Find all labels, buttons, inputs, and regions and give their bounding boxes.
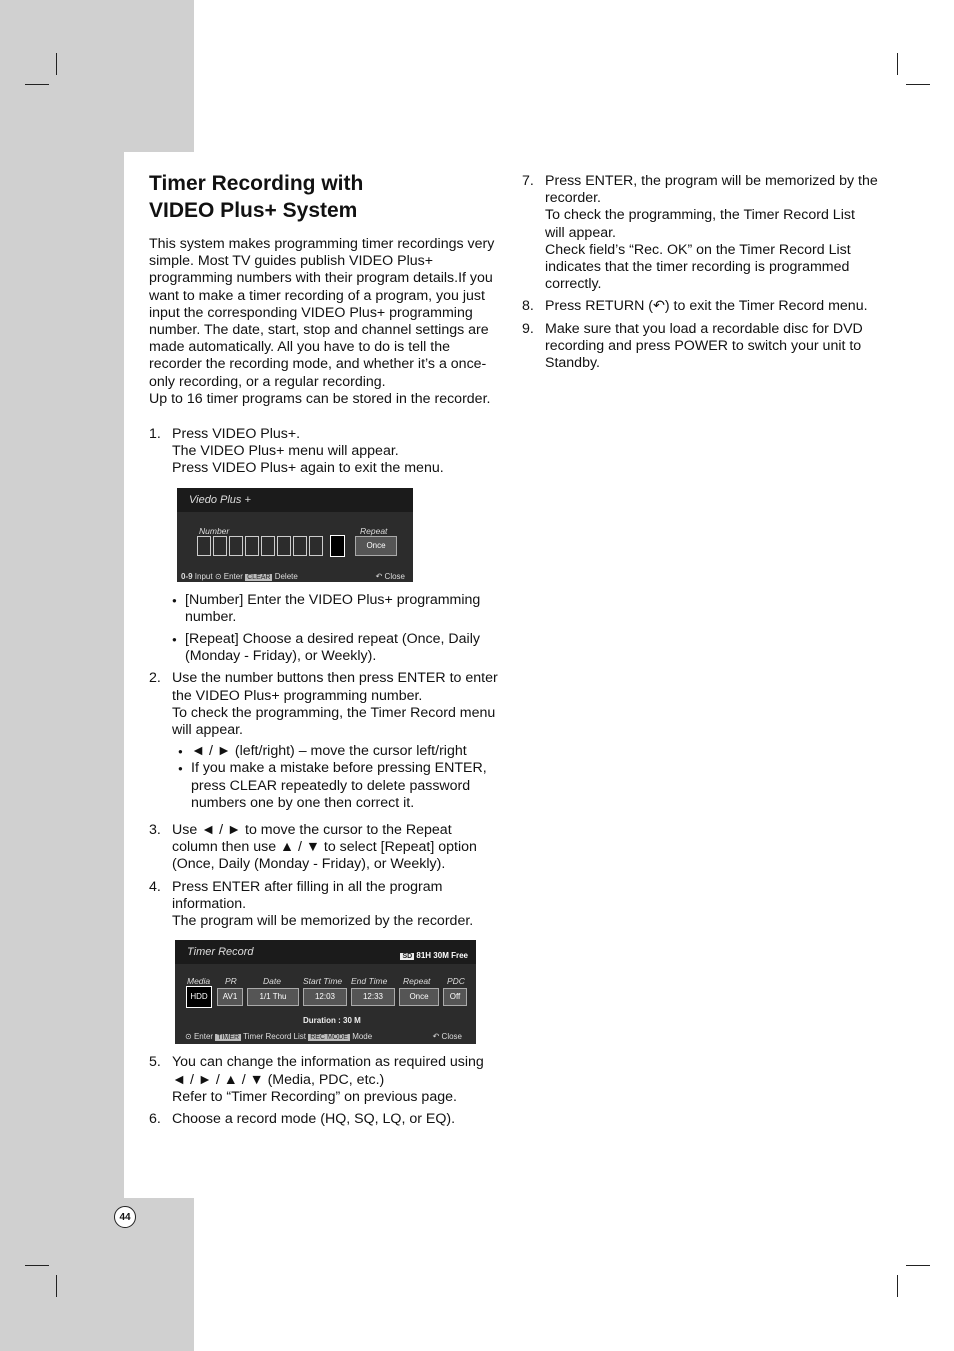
step-text-part: Press RETURN ( (545, 298, 653, 315)
vp-foot-clear-key: CLEAR (247, 573, 271, 581)
tr-header: Start Time (303, 976, 343, 987)
video-plus-menu-screenshot (177, 488, 413, 582)
step-text: Press VIDEO Plus+. (172, 426, 301, 443)
disc-badge: SD (402, 953, 413, 961)
tr-foot-mode: Mode (352, 1032, 373, 1042)
tr-value-media: HDD (186, 986, 212, 1008)
tr-foot-mode-key: REC MODE (310, 1034, 348, 1042)
return-icon: ↶ (432, 1032, 440, 1042)
vp-repeat-label: Repeat (360, 525, 388, 536)
timer-record-menu-screenshot (175, 940, 476, 1044)
step-text: Choose a record mode (HQ, SQ, LQ, or EQ). (172, 1110, 456, 1127)
crop-mark (897, 53, 898, 75)
step-text: Press ENTER after filling in all the program information. (172, 878, 443, 912)
tr-foot-list: Timer Record List (243, 1032, 306, 1042)
intro-paragraph: This system makes programming timer recordings very simple. Most TV guides publish VIDEO Plus+ programming numbers with their program details.If you want to make a timer recording of a program, you just input the corresponding VIDEO Plus+ programming number. The date, start, stop and channel settings are made automatically. All you have to do is tell the recorder the recording mode, and whether it’s a once-only recording, or a regular recording. (149, 236, 495, 390)
title-line-1: Timer Recording with (149, 172, 364, 195)
vp-menu-footer (181, 568, 409, 586)
crop-mark (897, 1275, 898, 1297)
step-4 (149, 879, 499, 1045)
step-text: Press VIDEO Plus+ again to exit the menu. (172, 460, 444, 477)
tr-header: Date (263, 976, 281, 987)
step-text: Make sure that you load a recordable disc for DVD recording and press POWER to switch your unit to Standby. (545, 320, 863, 372)
step-8 (522, 298, 878, 315)
return-icon: ↶ (653, 298, 665, 315)
crop-mark (906, 1265, 930, 1266)
tr-header: PDC (447, 976, 465, 987)
enter-icon: ⊙ (214, 571, 222, 581)
crop-mark (906, 84, 930, 85)
crop-mark (25, 84, 49, 85)
margin-band-top (0, 0, 194, 152)
page-number: 44 (114, 1206, 136, 1228)
step-text: Use the number buttons then press ENTER to enter the VIDEO Plus+ programming number. (172, 670, 498, 704)
step-text: To check the programming, the Timer Record List will appear. (545, 207, 855, 241)
step-text: Refer to “Timer Recording” on previous page. (172, 1088, 457, 1105)
step-number: 9. (522, 320, 534, 337)
vp-number-label: Number (199, 525, 230, 536)
tr-header: Repeat (403, 976, 431, 987)
step-number: 6. (149, 1110, 161, 1127)
tr-value-repeat: Once (399, 988, 439, 1006)
tr-foot-close-wrap (433, 1028, 462, 1045)
step-6 (149, 1111, 499, 1128)
tr-header: PR (225, 976, 237, 987)
tr-free-space-wrap (400, 947, 468, 965)
step-1-bullets (172, 592, 499, 666)
tr-value-date: 1/1 Thu (247, 988, 299, 1006)
intro-paragraph-2: Up to 16 timer programs can be stored in the recorder. (149, 390, 491, 407)
step-text: You can change the information as required using ◄ / ► / ▲ / ▼ (Media, PDC, etc.) (172, 1054, 484, 1088)
crop-mark (25, 1265, 49, 1266)
right-column (522, 173, 878, 377)
tr-foot-enter: Enter (193, 1032, 214, 1042)
margin-band-bottom (0, 1198, 194, 1351)
title-line-2: VIDEO Plus+ System (149, 199, 358, 222)
step-text: Press ENTER, the program will be memorized by the recorder. (545, 173, 878, 207)
tr-header: Media (187, 976, 211, 987)
step-number: 7. (522, 173, 534, 189)
step-number: 8. (522, 298, 534, 315)
step-text (545, 298, 878, 315)
crop-mark (56, 53, 57, 75)
step-text-part: ) to exit the Timer Record menu. (664, 298, 868, 315)
tr-duration: Duration : 30 M (303, 1016, 361, 1026)
margin-band-left (0, 152, 124, 1198)
step-5 (149, 1054, 499, 1106)
tr-value-pr: AV1 (217, 988, 243, 1006)
tr-value-start: 12:03 (303, 988, 347, 1006)
step-text: To check the programming, the Timer Record menu will appear. (172, 704, 496, 739)
vp-repeat-value: Once (355, 536, 397, 556)
vp-foot-close: Close (384, 571, 405, 581)
page-title (149, 170, 499, 224)
step-text: Check field’s “Rec. OK” on the Timer Record List indicates that the timer recording is programmed correctly. (545, 241, 851, 293)
tr-free-space: 81H 30M Free (416, 951, 468, 961)
step-text: The program will be memorized by the recorder. (172, 913, 474, 930)
vp-menu-title: Viedo Plus + (177, 488, 413, 512)
step-text: The VIDEO Plus+ menu will appear. (172, 443, 399, 460)
step-2-bullets (178, 743, 499, 812)
enter-icon: ⊙ (185, 1032, 192, 1042)
bullet-item: ● If you make a mistake before pressing ENTER, press CLEAR repeatedly to delete password numbers one by one then correct it. (178, 760, 499, 812)
step-number: 4. (149, 878, 161, 895)
tr-value-pdc: Off (443, 988, 467, 1006)
step-number: 1. (149, 426, 161, 443)
tr-foot-close: Close (441, 1032, 462, 1042)
tr-foot-timer-key: TIMER (217, 1034, 240, 1042)
bullet-item: ● [Repeat] Choose a desired repeat (Once, Daily (Monday - Friday), or Weekly). (172, 631, 499, 665)
step-number: 2. (149, 670, 161, 687)
left-column (149, 170, 499, 1133)
step-text: Use ◄ / ► to move the cursor to the Repeat column then use ▲ / ▼ to select [Repeat] option (Once, Daily (Monday - Friday), or Weekly). (172, 822, 477, 873)
return-icon: ↶ (375, 571, 383, 581)
vp-foot-close-wrap (376, 568, 405, 585)
tr-value-end: 12:33 (351, 988, 395, 1006)
vp-foot-enter: Enter (223, 571, 243, 581)
crop-mark (56, 1275, 57, 1297)
step-9 (522, 321, 878, 373)
vp-foot-delete: Delete (274, 571, 298, 581)
bullet-item: ● ◄ / ► (left/right) – move the cursor left/right (178, 743, 499, 760)
step-2 (149, 670, 499, 812)
step-number: 3. (149, 822, 161, 839)
vp-foot-input: Input (194, 571, 213, 581)
tr-menu-title: Timer Record (175, 940, 476, 964)
step-3 (149, 822, 499, 874)
step-1 (149, 426, 499, 665)
vp-foot-input-key: 0-9 (181, 571, 193, 581)
intro (149, 236, 499, 408)
bullet-item: ● [Number] Enter the VIDEO Plus+ programming number. (172, 592, 499, 626)
tr-menu-footer (185, 1028, 472, 1046)
step-7 (522, 173, 878, 293)
step-number: 5. (149, 1054, 161, 1071)
tr-header: End Time (351, 976, 388, 987)
